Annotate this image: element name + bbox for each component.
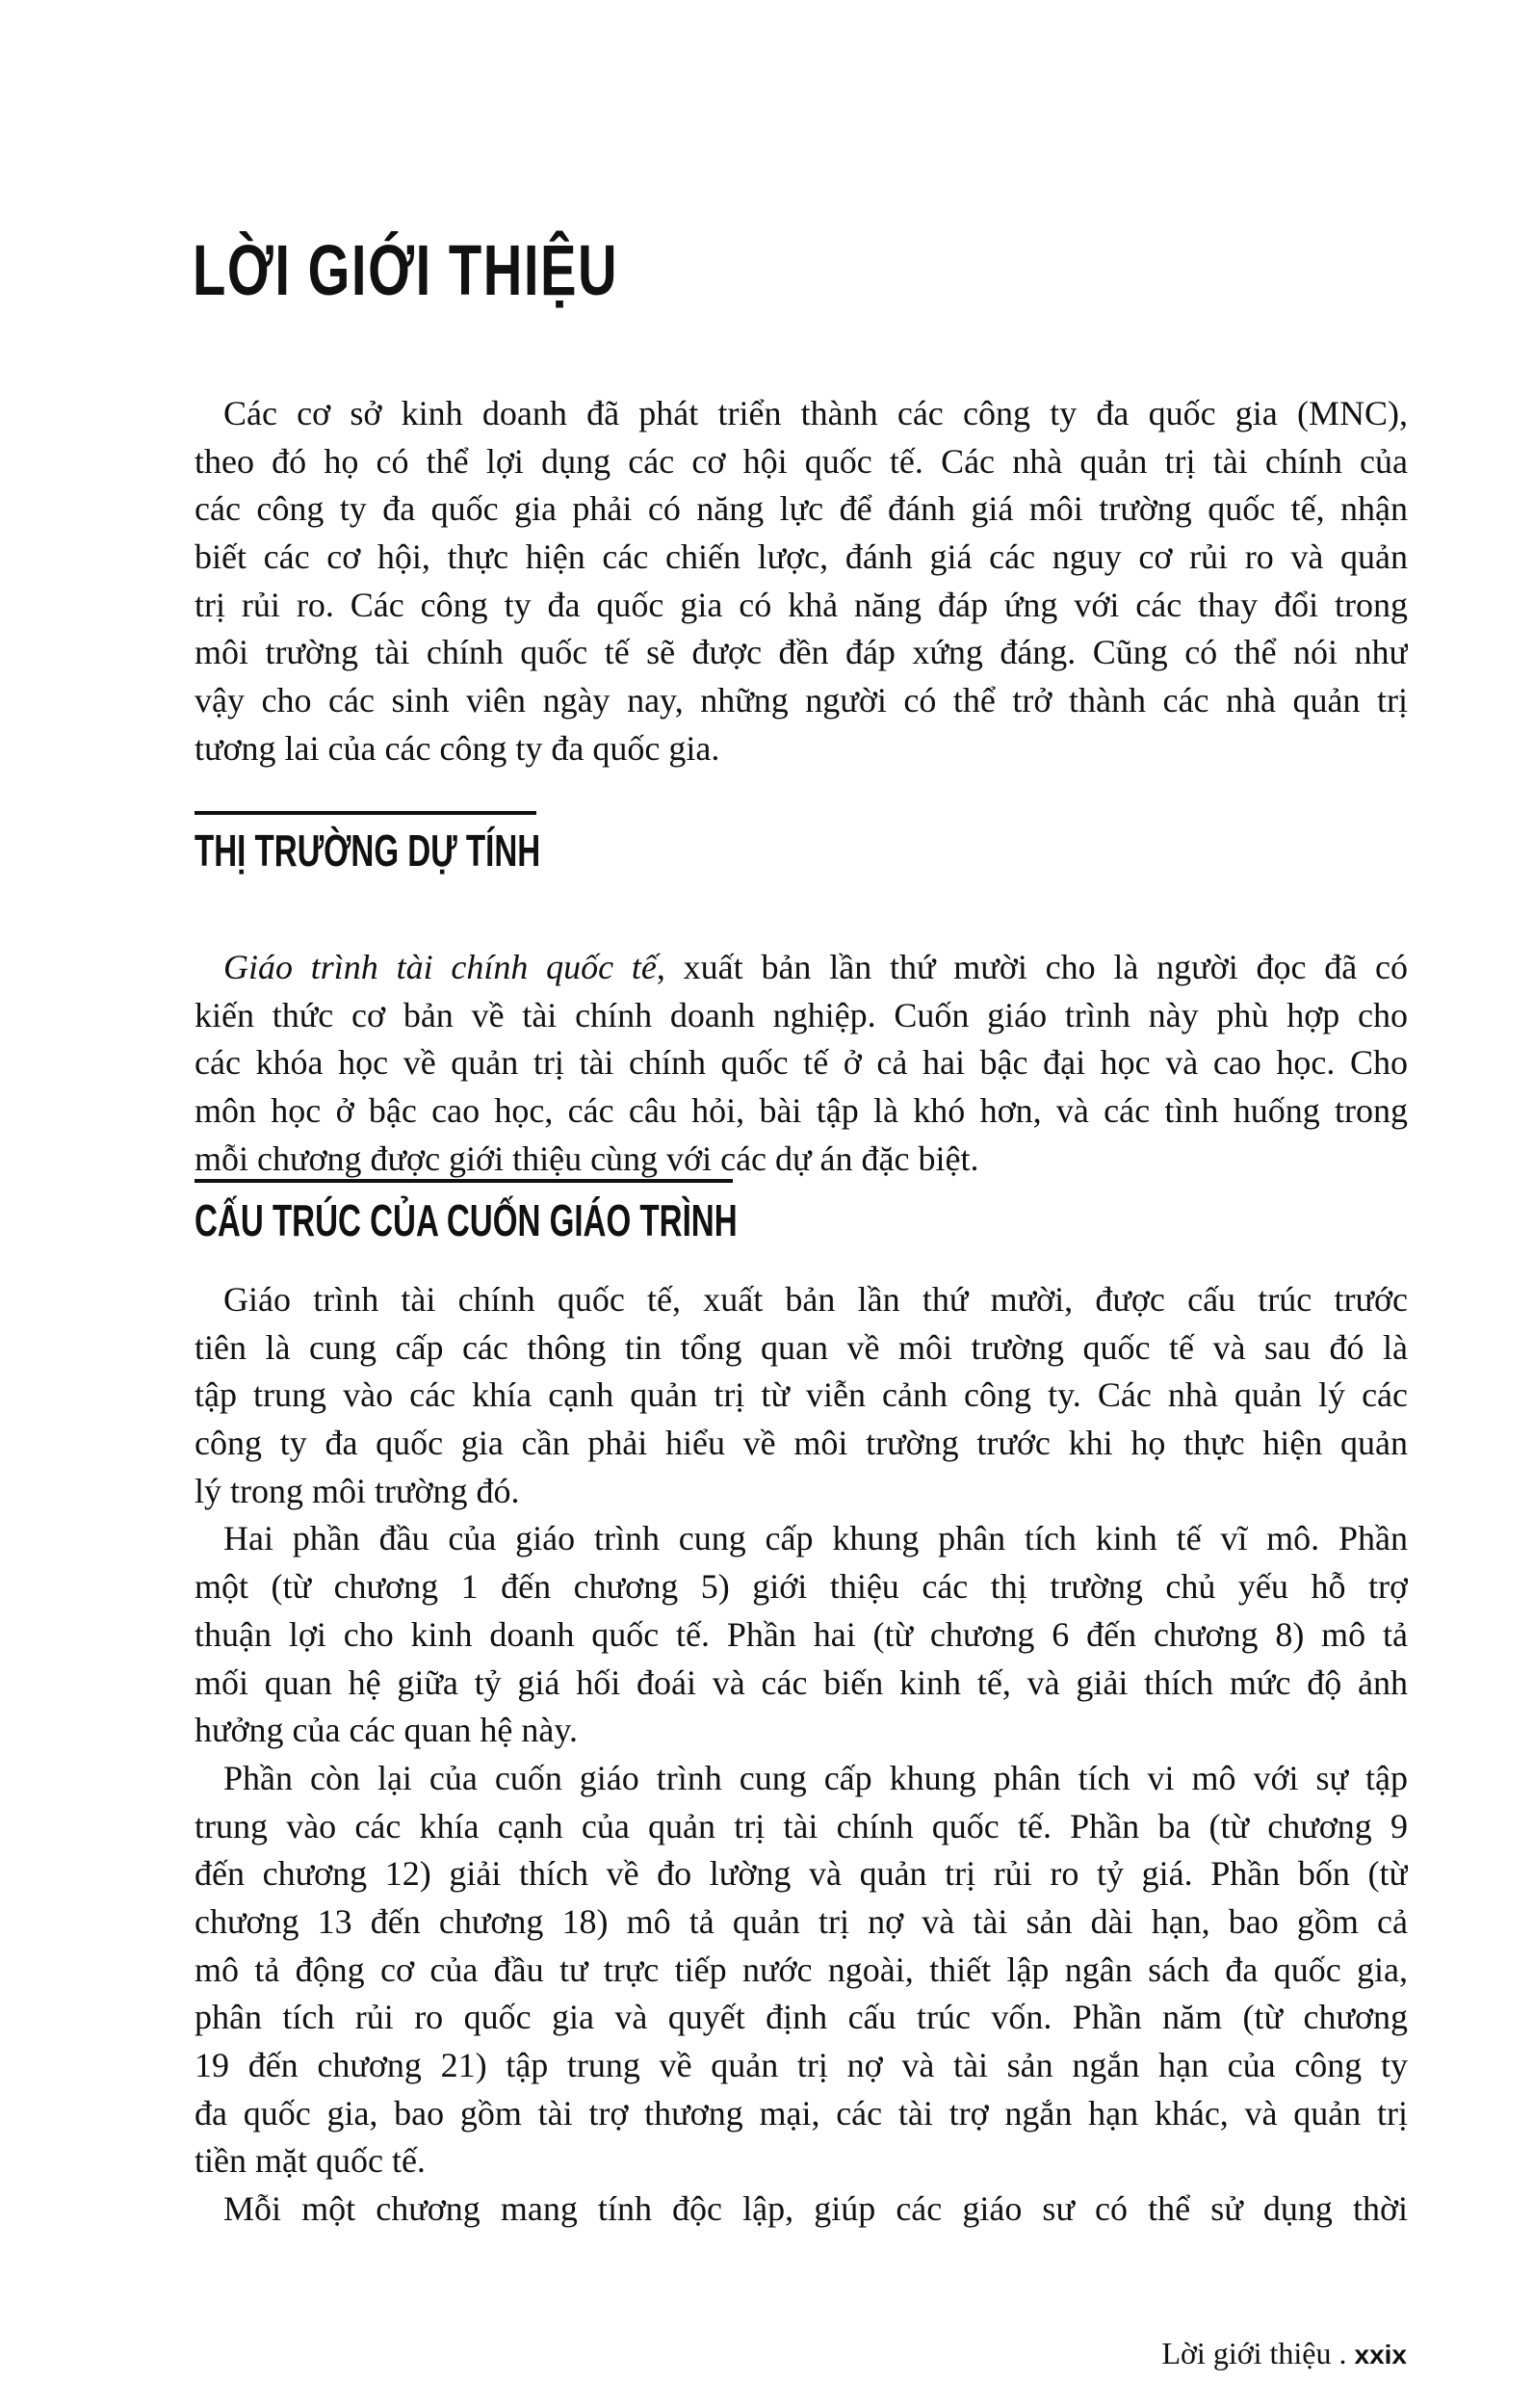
text-line: mô tả động cơ của đầu tư trực tiếp nước ngoài, thiết lập ngân sách đa quốc gia, [195, 1950, 1408, 1989]
text-line: theo đó họ có thể lợi dụng các cơ hội quốc tế. Các nhà quản trị tài chính của [195, 441, 1408, 481]
intro-paragraph [195, 390, 1408, 773]
text-line: Các cơ sở kinh doanh đã phát triển thành các công ty đa quốc gia (MNC), [223, 394, 1408, 432]
text-line: đến chương 12) giải thích về đo lường và quản trị rủi ro tỷ giá. Phần bốn (từ [195, 1854, 1408, 1894]
text-line: công ty đa quốc gia cần phải hiểu về môi trường trước khi họ thực hiện quản [195, 1424, 1408, 1463]
running-title: Lời giới thiệu . [1161, 2336, 1347, 2370]
text-line: trung vào các khía cạnh của quản trị tài chính quốc tế. Phần ba (từ chương 9 [195, 1806, 1408, 1845]
page-footer [1161, 2336, 1407, 2371]
page-title: LỜI GIỚI THIỆU [193, 230, 619, 310]
text-line: vậy cho các sinh viên ngày nay, những người có thể trở thành các nhà quản trị [195, 681, 1408, 720]
text-line: các công ty đa quốc gia phải có năng lực để đánh giá môi trường quốc tế, nhận [195, 489, 1408, 529]
text-line: môi trường tài chính quốc tế sẽ được đền đáp xứng đáng. Cũng có thể nói như [195, 633, 1408, 672]
text-line: Hai phần đầu của giáo trình cung cấp khung phân tích kinh tế vĩ mô. Phần [223, 1519, 1408, 1558]
text-line: các khóa học về quản trị tài chính quốc tế ở cả hai bậc đại học và cao học. Cho [195, 1043, 1408, 1083]
text-line: lý trong môi trường đó. [195, 1471, 520, 1510]
text-line: kiến thức cơ bản về tài chính doanh nghiệp. Cuốn giáo trình này phù hợp cho [195, 995, 1408, 1034]
text-line: Mỗi một chương mang tính độc lập, giúp các giáo sư có thể sử dụng thời [223, 2189, 1408, 2229]
text-line: đa quốc gia, bao gồm tài trợ thương mại, các tài trợ ngắn hạn khác, và quản trị [195, 2093, 1408, 2133]
section-heading-book-structure: CẤU TRÚC CỦA CUỐN GIÁO TRÌNH [195, 1195, 738, 1245]
text-line: Giáo trình tài chính quốc tế, xuất bản lần thứ mười, được cấu trúc trước [223, 1280, 1408, 1319]
book-title: Giáo trình tài chính quốc tế [223, 948, 657, 986]
text-line: biết các cơ hội, thực hiện các chiến lược, đánh giá các nguy cơ rủi ro và quản [195, 537, 1408, 577]
text-line [195, 944, 1408, 992]
text-line: 19 đến chương 21) tập trung về quản trị nợ và tài sản ngắn hạn của công ty [195, 2046, 1408, 2084]
text-line: Phần còn lại của cuốn giáo trình cung cấp khung phân tích vi mô với sự tập [223, 1758, 1408, 1797]
text-line: tiên là cung cấp các thông tin tổng quan về môi trường quốc tế và sau đó là [195, 1327, 1408, 1367]
text-line: mỗi chương được giới thiệu cùng với các dự án đặc biệt. [195, 1139, 979, 1178]
text-line: hưởng của các quan hệ này. [195, 1711, 579, 1750]
text-line: tiền mặt quốc tế. [195, 2141, 426, 2181]
text-span: , xuất bản lần thứ mười cho là người đọc đã có [656, 948, 1408, 986]
text-line: tương lai của các công ty đa quốc gia. [195, 728, 720, 768]
text-line: tập trung vào các khía cạnh quản trị từ viễn cảnh công ty. Các nhà quản lý các [195, 1375, 1408, 1415]
target-market-paragraph [195, 944, 1408, 1183]
section-divider [195, 1179, 733, 1183]
text-line: chương 13 đến chương 18) mô tả quản trị nợ và tài sản dài hạn, bao gồm cả [195, 1901, 1408, 1941]
book-structure-paragraphs [195, 1276, 1408, 2234]
text-line: trị rủi ro. Các công ty đa quốc gia có khả năng đáp ứng với các thay đổi trong [195, 585, 1408, 624]
section-divider [195, 811, 536, 815]
text-line: một (từ chương 1 đến chương 5) giới thiệu các thị trường chủ yếu hỗ trợ [195, 1567, 1408, 1607]
section-heading-target-market: THỊ TRƯỜNG DỰ TÍNH [195, 825, 541, 876]
text-line: thuận lợi cho kinh doanh quốc tế. Phần hai (từ chương 6 đến chương 8) mô tả [195, 1614, 1408, 1654]
text-line: môn học ở bậc cao học, các câu hỏi, bài tập là khó hơn, và các tình huống trong [195, 1091, 1408, 1131]
text-line: phân tích rủi ro quốc gia và quyết định cấu trúc vốn. Phần năm (từ chương [195, 1998, 1408, 2037]
page-number: xxix [1354, 2340, 1407, 2369]
text-line: mối quan hệ giữa tỷ giá hối đoái và các biến kinh tế, và giải thích mức độ ảnh [195, 1662, 1408, 1702]
